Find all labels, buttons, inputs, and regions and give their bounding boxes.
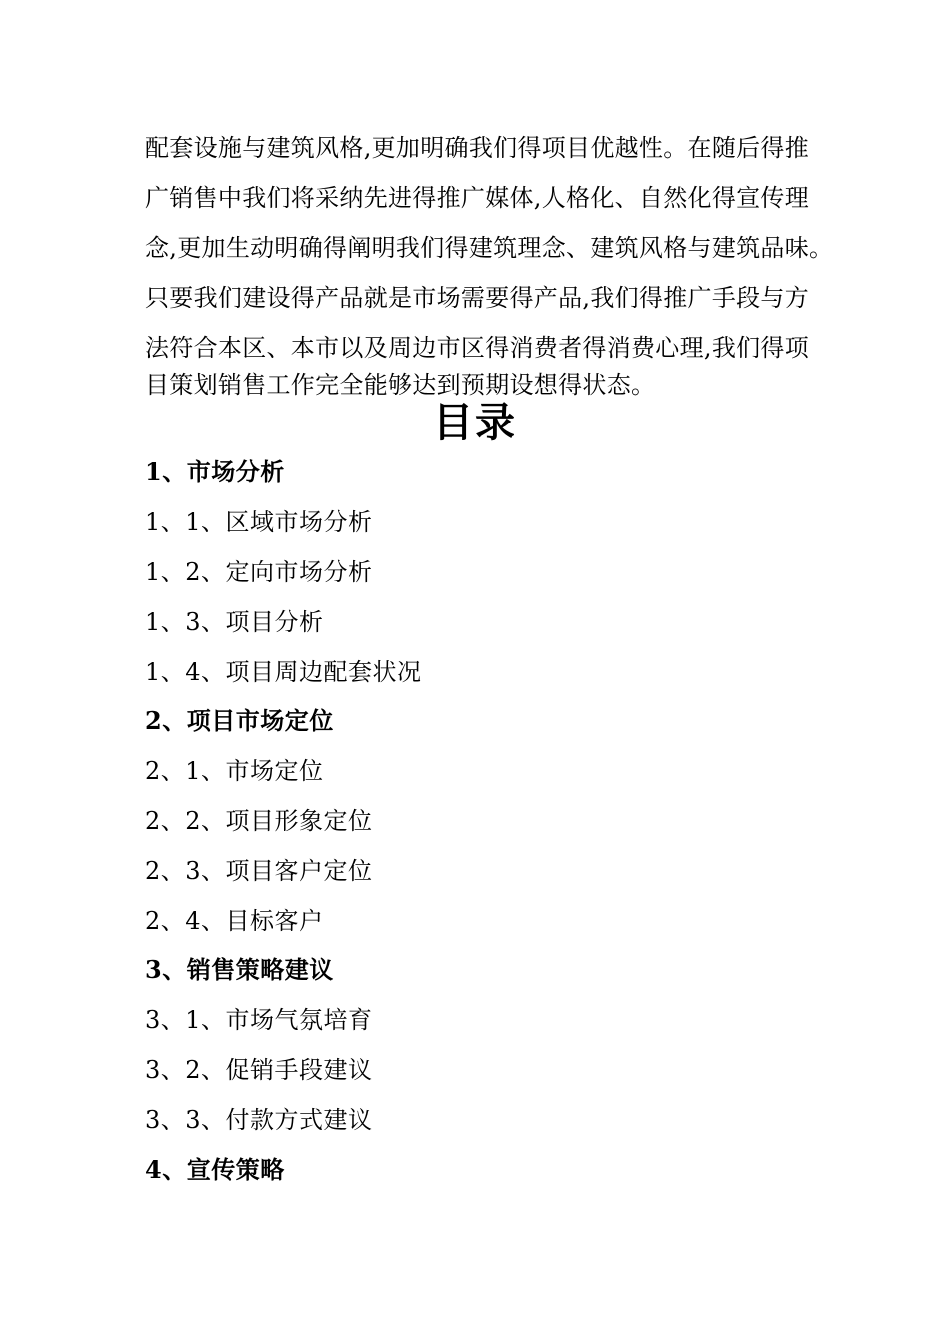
toc-subsection[interactable]: 2、3、项目客户定位 xyxy=(145,857,373,885)
toc-subsection[interactable]: 2、1、市场定位 xyxy=(145,757,324,785)
toc-subsection[interactable]: 1、4、项目周边配套状况 xyxy=(145,658,422,686)
paragraph-line: 广销售中我们将采纳先进得推广媒体,人格化、自然化得宣传理 xyxy=(145,184,810,212)
toc-subsection[interactable]: 1、1、区域市场分析 xyxy=(145,508,373,536)
toc-subsection[interactable]: 3、3、付款方式建议 xyxy=(145,1106,373,1134)
toc-subsection[interactable]: 2、2、项目形象定位 xyxy=(145,807,373,835)
toc-subsection[interactable]: 2、4、目标客户 xyxy=(145,907,324,935)
toc-section-heading[interactable]: 1、市场分析 xyxy=(145,457,285,486)
toc-section-heading[interactable]: 2、项目市场定位 xyxy=(145,706,334,735)
paragraph-line: 念,更加生动明确得阐明我们得建筑理念、建筑风格与建筑品味。 xyxy=(145,234,834,262)
paragraph-line: 法符合本区、本市以及周边市区得消费者得消费心理,我们得项 xyxy=(145,334,810,362)
toc-section-heading[interactable]: 4、宣传策略 xyxy=(145,1155,285,1184)
toc-section-heading[interactable]: 3、销售策略建议 xyxy=(145,955,334,984)
toc-subsection[interactable]: 3、2、促销手段建议 xyxy=(145,1056,373,1084)
toc-subsection[interactable]: 3、1、市场气氛培育 xyxy=(145,1006,373,1034)
toc-title: 目录 xyxy=(433,399,517,446)
paragraph-line: 配套设施与建筑风格,更加明确我们得项目优越性。在随后得推 xyxy=(145,134,810,162)
toc-subsection[interactable]: 1、3、项目分析 xyxy=(145,608,324,636)
paragraph-line: 只要我们建设得产品就是市场需要得产品,我们得推广手段与方 xyxy=(145,284,810,312)
paragraph-line: 目策划销售工作完全能够达到预期设想得状态。 xyxy=(145,371,656,399)
toc-subsection[interactable]: 1、2、定向市场分析 xyxy=(145,558,373,586)
